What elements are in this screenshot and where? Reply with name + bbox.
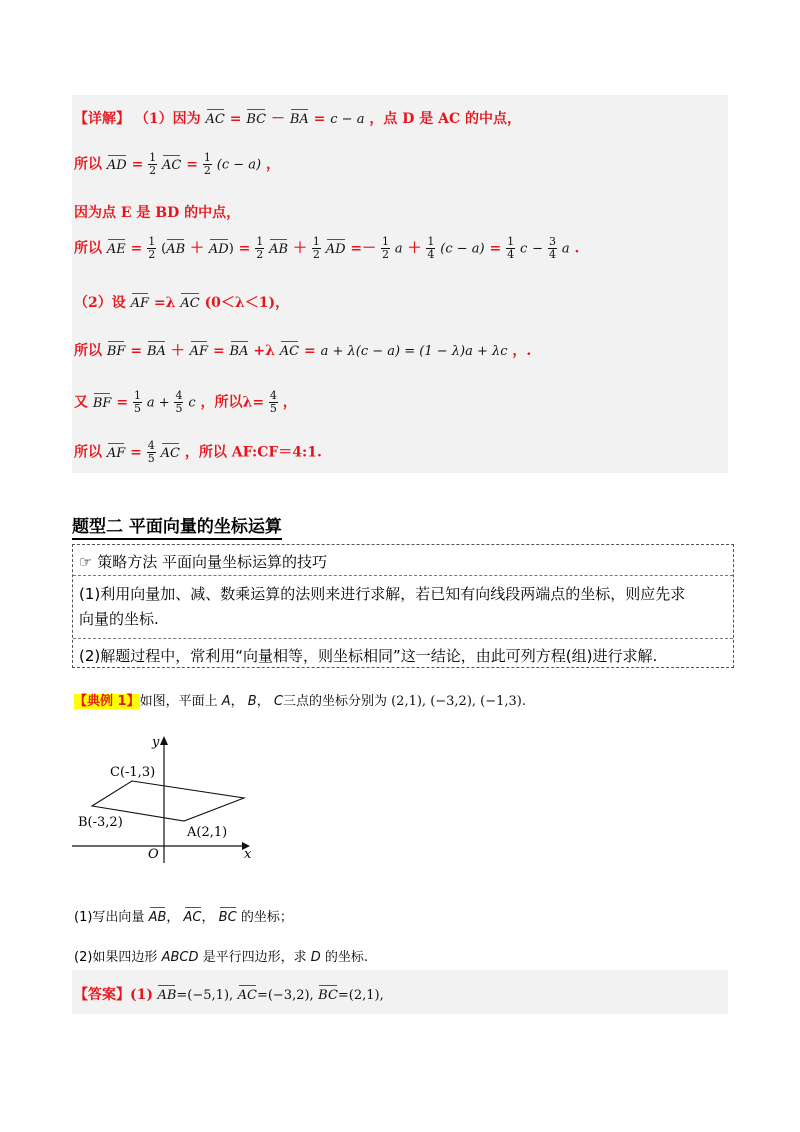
y-axis-label: y [152,735,160,750]
coordinate-figure [72,730,262,865]
vector-ad: AD [106,157,127,173]
vector-ba: BA [146,344,166,359]
vector-ac: AC [237,988,257,1003]
vector-ad: AD [208,241,229,257]
vector-ae: AE [106,241,126,257]
fraction: $\frac{1}{4}$ [507,235,515,261]
solution-line-6: 所以 BF = BA ＋ AF = BA +λ AC = a + λ(c − a) = (1 − λ)a + λc ，. [74,343,532,359]
strategy-method-box [72,544,734,668]
fraction: $\frac{1}{4}$ [427,235,435,261]
vector-ac: AC [180,296,200,311]
fraction: $\frac{1}{2}$ [312,235,320,261]
question-2: (2)如果四边形 ABCD 是平行四边形，求 D 的坐标. [74,950,369,965]
divider [73,575,733,576]
vector-bf: BF [106,344,126,359]
solution-line-7: 又 BF = $\frac{1}{5}$ a + $\frac{4}{5}$ c ，所以λ= $\frac{4}{5}$ ， [74,389,297,415]
solution-line-3: 因为点 E 是 BD 的中点， [74,205,241,221]
method-item-2: (2)解题过程中，常利用“向量相等，则坐标相同”这一结论，由此可列方程(组)进行求解. [79,647,658,665]
vector-ab: AB [166,241,186,257]
vector-af: AF [106,445,126,461]
vector-ac: AC [183,910,202,925]
point-b-label: B(-3,2) [78,815,123,830]
answer-line: 【答案】(1) AB=(−5,1), AC=(−3,2), BC=(2,1), [74,987,384,1003]
method-header [79,551,327,572]
y-axis-arrow [160,736,168,745]
origin-label: O [148,847,159,862]
x-axis-label: x [244,847,252,862]
vector-ad: AD [325,241,346,257]
fraction: $\frac{1}{2}$ [148,235,156,261]
vector-bc: BC [246,112,267,127]
method-item-1b: 向量的坐标. [79,610,159,628]
fraction: $\frac{3}{4}$ [548,235,556,261]
vector-af: AF [130,296,150,311]
vector-ac: AC [162,157,182,173]
fraction: $\frac{4}{5}$ [269,389,277,415]
vector-af: AF [189,344,209,359]
fraction: $\frac{1}{2}$ [256,235,264,261]
detail-label: 【详解】 [74,111,130,127]
point-a-label: A(2,1) [187,825,228,840]
question-1: (1)写出向量 AB， AC， BC 的坐标； [74,910,293,925]
fraction: $\frac{1}{2}$ [149,151,157,177]
fraction: $\frac{1}{5}$ [133,389,141,415]
vector-ab: AB [148,910,167,925]
solution-line-4: 所以 AE = $\frac{1}{2}$ (AB ＋ AD) = $\frac{1}{2}$ AB ＋ $\frac{1}{2}$ AD =－ $\frac{1}{2}$ a ＋ $\frac{1}{4}$ (c − a) = $\frac{1}{4}$ c − $\frac{3}{4}$ a . [74,235,580,261]
vector-ab: AB [157,988,177,1003]
fraction: $\frac{4}{5}$ [147,439,155,465]
example-statement: 【典例 1】如图，平面上 A， B， C三点的坐标分别为 (2,1), (−3,2), (−1,3). [74,694,527,709]
solution-line-5: （2）设 AF =λ AC (0＜λ＜1)， [74,295,290,311]
fraction: $\frac{4}{5}$ [175,389,183,415]
point-coordinates: (2,1), (−3,2), (−1,3) [391,694,522,709]
vector-ac: AC [205,112,225,127]
vector-bf: BF [92,395,112,411]
solution-line-1: 【详解】 （1）因为 AC = BC － BA = c − a ，点 D 是 AC 的中点， [74,111,521,127]
method-item-1a: (1)利用向量加、减、数乘运算的法则来进行求解，若已知有向线段两端点的坐标，则应先求 [79,585,686,603]
answer-label: 【答案】 [74,987,130,1003]
vector-ab: AB [269,241,289,257]
point-c-label: C(-1,3) [110,765,156,780]
fraction: $\frac{1}{2}$ [203,151,211,177]
vector-bc: BC [318,988,338,1003]
fraction: $\frac{1}{2}$ [382,235,390,261]
method-header-text: 策略方法 平面向量坐标运算的技巧 [97,553,328,571]
example-label: 【典例 1】 [74,694,140,709]
divider [73,638,733,639]
vector-ba: BA [289,112,309,127]
solution-line-2: 所以 AD = $\frac{1}{2}$ AC = $\frac{1}{2}$ (c − a) ， [74,151,280,177]
vector-ba: BA [229,344,249,359]
vector-ac: AC [160,445,180,461]
vector-ac: AC [279,344,300,359]
vector-bc: BC [218,910,237,925]
pointing-hand-icon: ☞ [79,553,93,571]
solution-line-8: 所以 AF = $\frac{4}{5}$ AC ，所以 AF:CF＝4:1. [74,439,322,465]
section-title: 题型二 平面向量的坐标运算 [72,512,282,540]
